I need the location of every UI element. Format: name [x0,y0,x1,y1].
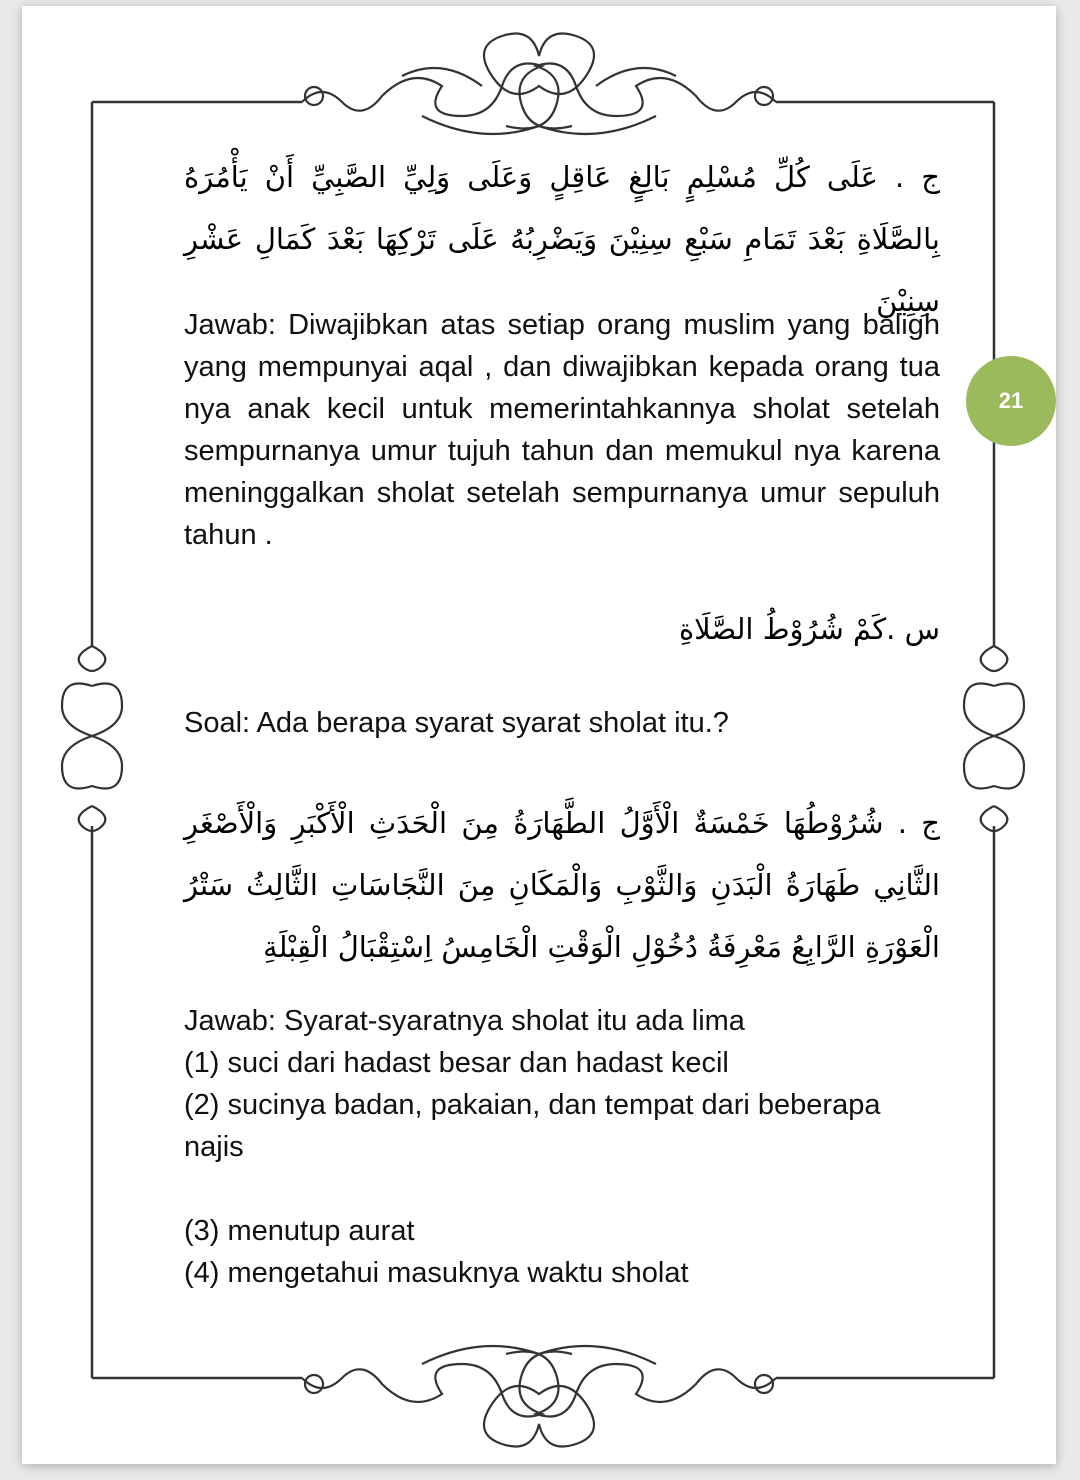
jawab-list [184,1000,940,1294]
list-item-2: (2) sucinya badan, pakaian, dan tempat dari beberapa najis [184,1089,881,1163]
jawab-2-intro: Jawab: Syarat-syaratnya sholat itu ada lima [184,1005,745,1037]
left-flourish [62,646,122,831]
jawab-paragraph-1: Jawab: Diwajibkan atas setiap orang muslim yang baligh yang mempunyai aqal , dan diwajibkan kepada orang tua nya anak kecil untuk memerintahkannya sholat setelah sempurnanya umur tujuh tahun dan memukul nya karena meninggalkan sholat setelah sempurnanya umur sepuluh tahun . [184,309,940,551]
page-number-badge: 21 [966,356,1056,446]
list-item-1: (1) suci dari hadast besar dan hadast kecil [184,1047,729,1079]
arabic-answer-2: ج . شُرُوْطُهَا خَمْسَةٌ الْأَوَّلُ الطَّهَارَةُ مِنَ الْحَدَثِ الْأَكْبَرِ وَالْأَصْغَرِ الثَّانِي طَهَارَةُ الْبَدَنِ وَالثَّوْبِ وَالْمَكَانِ مِنَ النَّجَاسَاتِ الثَّالِثُ سَتْرُ الْعَوْرَةِ الرَّابِعُ مَعْرِفَةُ دُخُوْلِ الْوَقْتِ الْخَامِسُ اِسْتِقْبَالُ الْقِبْلَةِ [184,806,940,964]
spacer [184,1168,940,1210]
top-flourish [302,34,776,135]
bottom-flourish [302,1346,776,1447]
book-page [22,6,1056,1464]
right-flourish [964,646,1024,831]
arabic-question: س .كَمْ شُرُوْطُ الصَّلَاةِ [678,612,940,646]
list-item-3: (3) menutup aurat [184,1215,415,1247]
list-item-4: (4) mengetahui masuknya waktu sholat [184,1257,689,1289]
arabic-answer-1: ج . عَلَى كُلِّ مُسْلِمٍ بَالِغٍ عَاقِلٍ وَعَلَى وَلِيِّ الصَّبِيِّ أَنْ يَأْمُرَهُ بِالصَّلَاةِ بَعْدَ تَمَامِ سَبْعِ سِنِيْنَ وَيَضْرِبُهُ عَلَى تَرْكِهَا بَعْدَ كَمَالِ عَشْرِ سِنِيْنَ [184,160,940,318]
soal-question: Soal: Ada berapa syarat syarat sholat itu.? [184,707,729,739]
